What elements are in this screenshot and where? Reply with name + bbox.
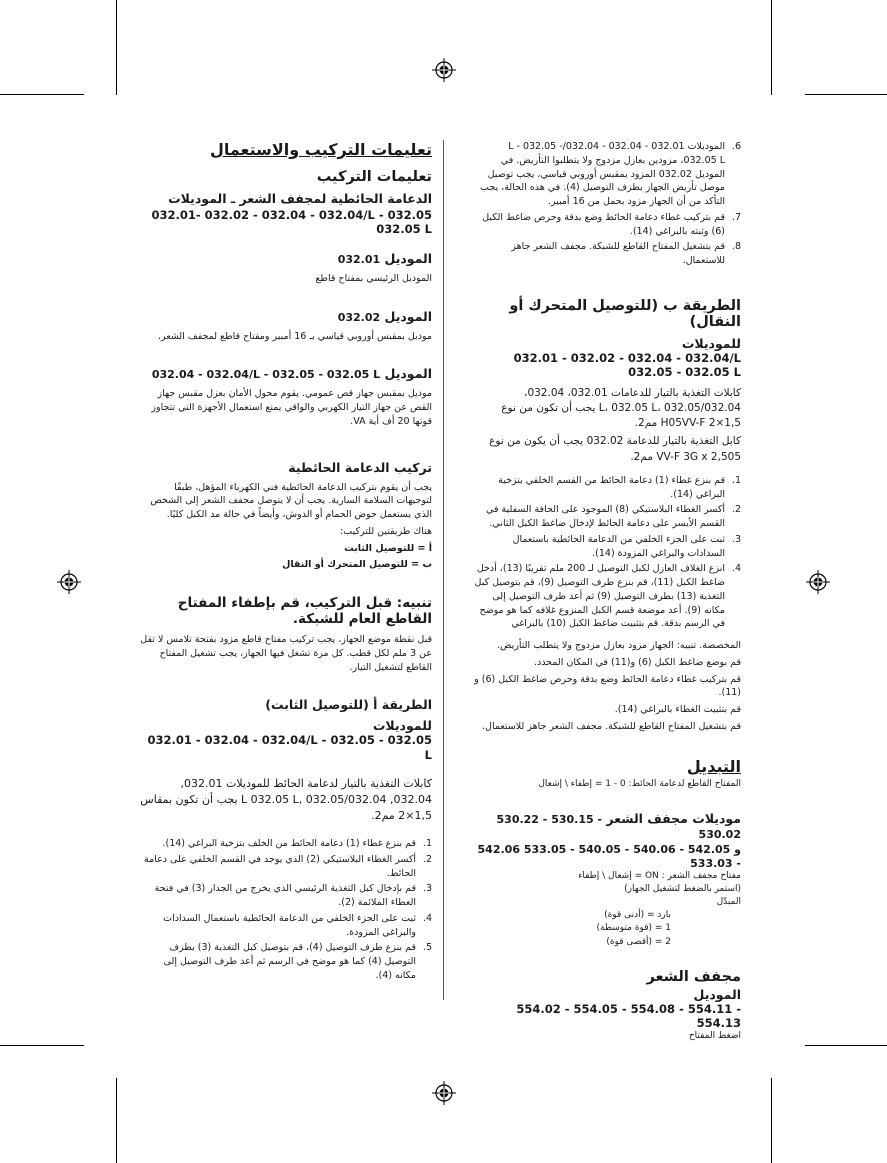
method-a-heading: الطريقة أ (للتوصيل الثابت) bbox=[265, 697, 432, 713]
note-line: قم بتركيب غطاء دعامة الحائط وضع بدقة وحرص ضاغط الكبل (6) و (11). bbox=[474, 673, 741, 699]
model-a-heading: الموديل 032.01 bbox=[337, 250, 432, 266]
crop-mark-top-left-h bbox=[0, 94, 84, 95]
note-line: قم بوضع ضاغط الكبل (6) و(11) في المكان المحدد. bbox=[533, 656, 741, 668]
model-a-code: 032.01 bbox=[337, 252, 381, 266]
mounting-methods-intro: هناك طريقتين للتركيب: bbox=[340, 525, 432, 537]
list-item: 1. قم بنزع غطاء (1) دعامة الحائط من القسم الخلفي بتزخية البراغي (14). bbox=[498, 474, 741, 500]
list-item: 6. الموديلات 032.01 - 032.04 - 032.04/L - 032.05 - 032.05 L، مزودين بعازل مزدوج ولا يتطلبوا التأريض. في الموديل 032.02 المزود بمقبس أوروبي قياسي، يجب توصيل موصل تأريض الجهاز بطرف التوصيل (4). في هذه الحالة، يجب التأكد من أن الجهاز مزود بحمل من 16 أمبير. bbox=[480, 141, 741, 208]
dryer-models-a: 530.22 - 530.15 - 530.02 bbox=[496, 812, 741, 841]
registration-mark-icon bbox=[432, 1081, 456, 1105]
method-a-cable: كابلات التغذية بالتيار لدعامة الحائط للموديلات 032.01, 032.04, 032.04/L 032.05 L, 032.05 يجب أن تكون بمقاس 1,5×2 مم2. bbox=[140, 777, 432, 823]
dryer-switch-note: (استمر بالضغط لتشغيل الجهاز) bbox=[624, 884, 741, 895]
method-b-models: 032.01 - 032.02 - 032.04 - 032.04/L 032.05 - 032.05 L bbox=[513, 350, 741, 380]
list-item: 8. قم بتشغيل المفتاح القاطع للشبكة. مجفف الشعر جاهز للاستعمال. bbox=[511, 241, 741, 267]
registration-mark-icon bbox=[57, 570, 81, 594]
switching-text: المفتاح القاطع لدعامة الحائط: 0 - 1 = إطفاء \ إشعال bbox=[538, 778, 741, 789]
speed-level: 1 = (قوة متوسطة) bbox=[596, 923, 671, 934]
steps-continued bbox=[473, 140, 741, 268]
crop-mark-top-right-v bbox=[771, 0, 772, 95]
crop-mark-bottom-right-v bbox=[771, 1078, 772, 1163]
list-item: 3. ثبت على الجزء الخلفي من الدعامة الحائطية باستعمال السدادات والبراغي المزودة (14). bbox=[512, 533, 741, 559]
dryer-models-heading: موديلات مجفف الشعر 530.22 - 530.15 - 530.02 bbox=[496, 810, 741, 841]
model-a-text: الموديل الرئيسي بمفتاح قاطع bbox=[315, 272, 432, 284]
hairdryer-heading: مجفف الشعر bbox=[646, 968, 741, 985]
speed-level: بارد = (أدنى قوة) bbox=[604, 910, 671, 921]
install-title: تعليمات التركيب bbox=[316, 169, 432, 185]
left-column bbox=[473, 140, 741, 1043]
model-c-text: موديل بمقبس جهاز قص عمومي. يقوم محول الأمان بعزل مقبس جهاز القص عن جهاز التيار الكهربي والواقي يمنع استعمال الأجهزة التي تتجاوز قوتها 20 أف أية VA. bbox=[151, 388, 432, 427]
method-b-line: ب = للتوصيل المتحرك أو النقال bbox=[282, 559, 432, 571]
model-b-heading: الموديل 032.02 bbox=[337, 308, 432, 324]
model-b-text: موديل بمقبس أوروبي قياسي بـ 16 أمبير ومفتاح قاطع لمجفف الشعر. bbox=[157, 330, 432, 342]
switching-heading: التبديل bbox=[686, 756, 741, 776]
right-column bbox=[140, 140, 432, 985]
list-item: 4. ثبت على الجزء الخلفي من الدعامة الحائطية باستعمال السدادات والبراغي المزودة. bbox=[163, 912, 432, 938]
hairdryer-model-label: الموديل bbox=[693, 986, 741, 1002]
method-b-cable-2: كابل التغذية بالتيار للدعامة 032.02 يجب أن يكون من نوع VV-F 3G x 2,505 مم2. bbox=[489, 435, 741, 463]
list-item: 3. قم بإدخال كبل التغذية الرئيسي الذي يخرج من الجدار (3) في فتحة الغطاء الملائمة (2). bbox=[154, 883, 432, 909]
main-title: تعليمات التركيب والاستعمال bbox=[209, 140, 432, 159]
list-item: 4. انزع الغلاف العازل لكبل التوصيل لـ 200 ملم تقريبًا (13)، أدخل ضاغط الكبل (11)، قم بنزع طرف التوصيل (9)، قم بتوصيل كبل التغذية (13) بطرف التوصيل (9) ثم أعد طرف التوصيل إلى مكانه (9). أعد موضعة قسم الكبل المنزوع غلافه كما هو موضح في الرسم بدقة. قم بتثبيت ضاغط الكبل (10) بالبراغي bbox=[474, 563, 741, 630]
list-item: 1. قم بنزع غطاء (1) دعامة الحائط من الخلف بتزخية البراغي (14). bbox=[162, 838, 432, 850]
mounting-text: يجب أن يقوم بتركيب الدعامة الحائطية فني الكهرباء المؤهل، طبقًا لتوجيهات السلامة السارية. يجب أن لا يتوصل مجفف الشعر إلى الشخص الذي يستعمل حوض الحمام أو الدوش، وأيضاً في حالة مد الكبل كليًا. bbox=[150, 481, 432, 521]
model-c-codes: 032.04 - 032.04/L - 032.05 - 032.05 L bbox=[151, 368, 381, 382]
wall-mount-heading: الدعامة الحائطية لمجفف الشعر ـ الموديلات bbox=[168, 191, 432, 206]
registration-mark-icon bbox=[432, 58, 456, 82]
method-a-line: أ = للتوصيل الثابت bbox=[344, 542, 432, 554]
selector-label: المبدّل bbox=[716, 897, 741, 908]
method-b-heading: الطريقة ب (للتوصيل المتحرك أو النقال) bbox=[509, 297, 741, 330]
note-line: قم بتثبيت الغطاء بالبراغي (14). bbox=[614, 704, 741, 716]
method-a-models-label: للموديلات bbox=[372, 718, 432, 734]
list-item: 7. قم بتركيب غطاء دعامة الحائط وضع بدقة وحرص ضاغط الكبل (6) وثبته بالبراغي (14). bbox=[482, 211, 741, 237]
dryer-models-b: 542.06 و 542.05 - 540.06 - 540.05 - 533.05 - 533.03 bbox=[477, 842, 741, 870]
warning-text: قبل نقطة موضع الجهاز، يجب تركيب مفتاح قاطع مزود بفتحة تلامس لا تقل عن 3 ملم لكل قطب. كل مرة تشغل فيها الجهاز، يجب تشغيل المفتاح القاطع لتشغيل التيار. bbox=[140, 634, 432, 673]
note-line: المخصصة. تنبيه: الجهاز مزود بعازل مزدوج ولا يتطلب التأريض. bbox=[497, 640, 741, 652]
warning-heading: تنبيه: قبل التركيب، قم بإطفاء المفتاح القاطع العام للشبكة. bbox=[177, 595, 432, 628]
note-line: قم بتشغيل المفتاح القاطع للشبكة. مجفف الشعر جاهز للاستعمال. bbox=[482, 720, 741, 732]
crop-mark-bottom-left-v bbox=[116, 1078, 117, 1163]
column-divider bbox=[443, 140, 444, 1000]
list-item: 2. أكسر الغطاء البلاستيكي (2) الذي يوجد في القسم الخلفي على دعامة الحائط. bbox=[144, 853, 432, 879]
method-b-steps bbox=[473, 474, 741, 631]
registration-mark-icon bbox=[806, 570, 830, 594]
hairdryer-models: 554.02 - 554.05 - 554.08 - 554.11 - 554.13 bbox=[516, 1001, 741, 1030]
list-item: 2. أكسر الغطاء البلاستيكي (8) الموجود على الحافة السفلية في القسم الأيسر على دعامة الحائط لإدخال ضاغط الكبل الثاني. bbox=[486, 504, 741, 530]
method-b-cable-1: كابلات التغذية بالتيار للدعامات 032.01، 032.04، 032.04/L، 032.05 L، 032.05 يجب أن تكون من نوع H05VV-F 2×1,5 مم2. bbox=[501, 386, 741, 430]
crop-mark-top-left-v bbox=[116, 0, 117, 95]
hairdryer-text: اضغط المفتاح bbox=[688, 1031, 741, 1042]
crop-mark-bottom-right-h bbox=[805, 1045, 887, 1046]
crop-mark-bottom-left-h bbox=[0, 1045, 84, 1046]
speed-level: 2 = (أقصى قوة) bbox=[606, 936, 671, 947]
model-c-heading: الموديل 032.04 - 032.04/L - 032.05 - 032.05 L bbox=[151, 366, 432, 382]
mounting-heading: تركيب الدعامة الحائطية bbox=[288, 459, 432, 475]
crop-mark-top-right-h bbox=[805, 94, 887, 95]
method-a-models: 032.01 - 032.04 - 032.04/L - 032.05 - 032.05 L bbox=[147, 733, 432, 762]
list-item: 5. قم بنزع طرف التوصيل (4)، قم بتوصيل كبل التغذية (3) بطرف التوصيل (4) كما هو موضح في الرسم ثم أعد طرف التوصيل إلى مكانه (4). bbox=[163, 942, 432, 981]
method-b-models-label: للموديلات bbox=[681, 335, 741, 351]
wall-mount-models: 032.01- 032.02 - 032.04 - 032.04/L - 032.05 032.05 L bbox=[151, 208, 432, 237]
dryer-switch-text: مفتاح مجفف الشعر : ON = إشعال \ إطفاء bbox=[578, 871, 741, 882]
method-a-steps bbox=[140, 837, 432, 983]
model-b-code: 032.02 bbox=[337, 310, 381, 324]
